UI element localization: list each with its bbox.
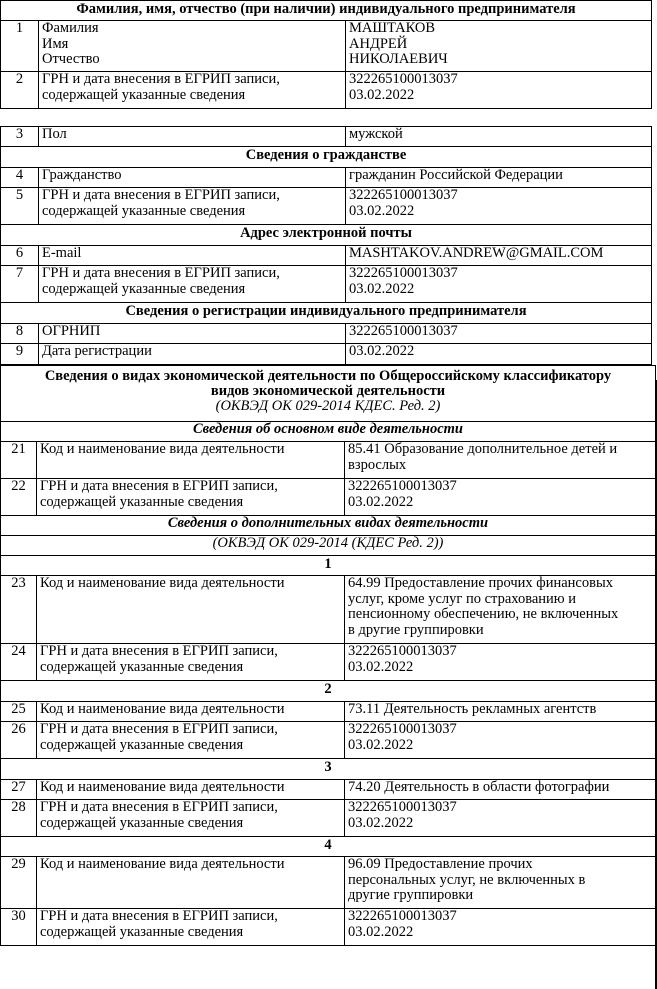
row-number: 5 (1, 188, 39, 225)
row-number: 1 (1, 21, 39, 72)
table-row (1, 127, 652, 147)
row-label: ГРН и дата внесения в ЕГРИП записи, содержащей указанные сведения (37, 644, 345, 681)
row-number: 26 (1, 722, 37, 759)
row-value: 74.20 Деятельность в области фотографии (345, 780, 656, 800)
table-row (1, 266, 652, 303)
row-value: 322265100013037 03.02.2022 (346, 72, 652, 109)
row-value: 85.41 Образование дополнительное детей и взрослых (345, 442, 656, 479)
table-row (1, 722, 656, 759)
row-value: 322265100013037 03.02.2022 (345, 479, 656, 516)
row-number: 29 (1, 857, 37, 909)
row-label: E-mail (39, 246, 346, 266)
row-label: ГРН и дата внесения в ЕГРИП записи, содержащей указанные сведения (37, 800, 345, 837)
row-label: ГРН и дата внесения в ЕГРИП записи, содержащей указанные сведения (39, 72, 346, 109)
row-value: 322265100013037 03.02.2022 (345, 722, 656, 759)
table-row (1, 800, 656, 837)
row-label: Код и наименование вида деятельности (37, 857, 345, 909)
table-row (1, 702, 656, 722)
row-number: 24 (1, 644, 37, 681)
row-number: 27 (1, 780, 37, 800)
row-number: 30 (1, 909, 37, 946)
section-header-main-activity: Сведения об основном виде деятельности (1, 422, 656, 442)
row-value: 96.09 Предоставление прочих персональных услуг, не включенных в другие группировки (345, 857, 656, 909)
row-value: мужской (346, 127, 652, 147)
row-number: 3 (1, 127, 39, 147)
row-number: 22 (1, 479, 37, 516)
table-row (1, 72, 652, 109)
table-row (1, 168, 652, 188)
section-header-row (1, 1, 652, 21)
row-label: ГРН и дата внесения в ЕГРИП записи, содержащей указанные сведения (39, 188, 346, 225)
table-row (1, 479, 656, 516)
table-row (1, 188, 652, 225)
okved-edition-additional: (ОКВЭД ОК 029-2014 (КДЕС Ред. 2)) (1, 536, 656, 556)
group-header-row (1, 681, 656, 702)
section-header-row (1, 366, 656, 422)
row-value: 73.11 Деятельность рекламных агентств (345, 702, 656, 722)
row-label: Код и наименование вида деятельности (37, 442, 345, 479)
table-row (1, 780, 656, 800)
row-value: 322265100013037 03.02.2022 (345, 800, 656, 837)
row-number: 21 (1, 442, 37, 479)
group-number: 4 (1, 837, 656, 857)
group-number: 2 (1, 681, 656, 702)
row-value: 03.02.2022 (346, 344, 652, 365)
row-label: Гражданство (39, 168, 346, 188)
section-header-row (1, 536, 656, 556)
okved-table (0, 365, 656, 946)
table-row (1, 324, 652, 344)
section-header-row (1, 303, 652, 324)
row-value: 322265100013037 03.02.2022 (345, 909, 656, 946)
row-label: ГРН и дата внесения в ЕГРИП записи, содержащей указанные сведения (37, 722, 345, 759)
row-value: МАШТАКОВ АНДРЕЙ НИКОЛАЕВИЧ (346, 21, 652, 72)
table-row (1, 857, 656, 909)
section-header-row (1, 422, 656, 442)
row-label: Код и наименование вида деятельности (37, 576, 345, 644)
row-number: 25 (1, 702, 37, 722)
row-label: Фамилия Имя Отчество (39, 21, 346, 72)
row-number: 2 (1, 72, 39, 109)
row-value: 64.99 Предоставление прочих финансовых услуг, кроме услуг по страхованию и пенсионному обеспечению, не включенных в другие группировки (345, 576, 656, 644)
row-number: 23 (1, 576, 37, 644)
section-header-registration: Сведения о регистрации индивидуального предпринимателя (1, 303, 652, 324)
row-value: 322265100013037 03.02.2022 (345, 644, 656, 681)
row-number: 9 (1, 344, 39, 365)
group-number: 1 (1, 556, 656, 576)
row-label: Дата регистрации (39, 344, 346, 365)
row-value: гражданин Российской Федерации (346, 168, 652, 188)
row-number: 6 (1, 246, 39, 266)
okved-edition: (ОКВЭД ОК 029-2014 КДЕС. Ред. 2) (215, 398, 441, 414)
table-row (1, 644, 656, 681)
table-row (1, 576, 656, 644)
row-number: 4 (1, 168, 39, 188)
row-label: ГРН и дата внесения в ЕГРИП записи, содержащей указанные сведения (37, 909, 345, 946)
personal-info-table (0, 0, 652, 365)
group-header-row (1, 556, 656, 576)
row-value: 322265100013037 03.02.2022 (346, 188, 652, 225)
row-label: Пол (39, 127, 346, 147)
section-header-fio: Фамилия, имя, отчество (при наличии) индивидуального предпринимателя (1, 1, 652, 21)
table-row (1, 442, 656, 479)
table-row (1, 246, 652, 266)
row-value: 322265100013037 (346, 324, 652, 344)
section-header-okved: Сведения о видах экономической деятельности по Общероссийскому классификатору видов экономической деятельности (ОКВЭД ОК 029-2014 КДЕС. Ред. 2) (1, 366, 656, 422)
row-number: 28 (1, 800, 37, 837)
row-label: ГРН и дата внесения в ЕГРИП записи, содержащей указанные сведения (37, 479, 345, 516)
spacer-row (1, 109, 652, 127)
row-label: ОГРНИП (39, 324, 346, 344)
section-header-citizenship: Сведения о гражданстве (1, 147, 652, 168)
row-label: ГРН и дата внесения в ЕГРИП записи, содержащей указанные сведения (39, 266, 346, 303)
table-row (1, 21, 652, 72)
row-value: 322265100013037 03.02.2022 (346, 266, 652, 303)
section-header-row (1, 225, 652, 246)
row-number: 7 (1, 266, 39, 303)
row-number: 8 (1, 324, 39, 344)
row-value: MASHTAKOV.ANDREW@GMAIL.COM (346, 246, 652, 266)
group-header-row (1, 759, 656, 780)
table-row (1, 909, 656, 946)
group-header-row (1, 837, 656, 857)
row-label: Код и наименование вида деятельности (37, 702, 345, 722)
section-header-row (1, 516, 656, 536)
section-header-row (1, 147, 652, 168)
table-row (1, 344, 652, 365)
section-header-email: Адрес электронной почты (1, 225, 652, 246)
row-label: Код и наименование вида деятельности (37, 780, 345, 800)
section-header-additional-activity: Сведения о дополнительных видах деятельности (1, 516, 656, 536)
group-number: 3 (1, 759, 656, 780)
